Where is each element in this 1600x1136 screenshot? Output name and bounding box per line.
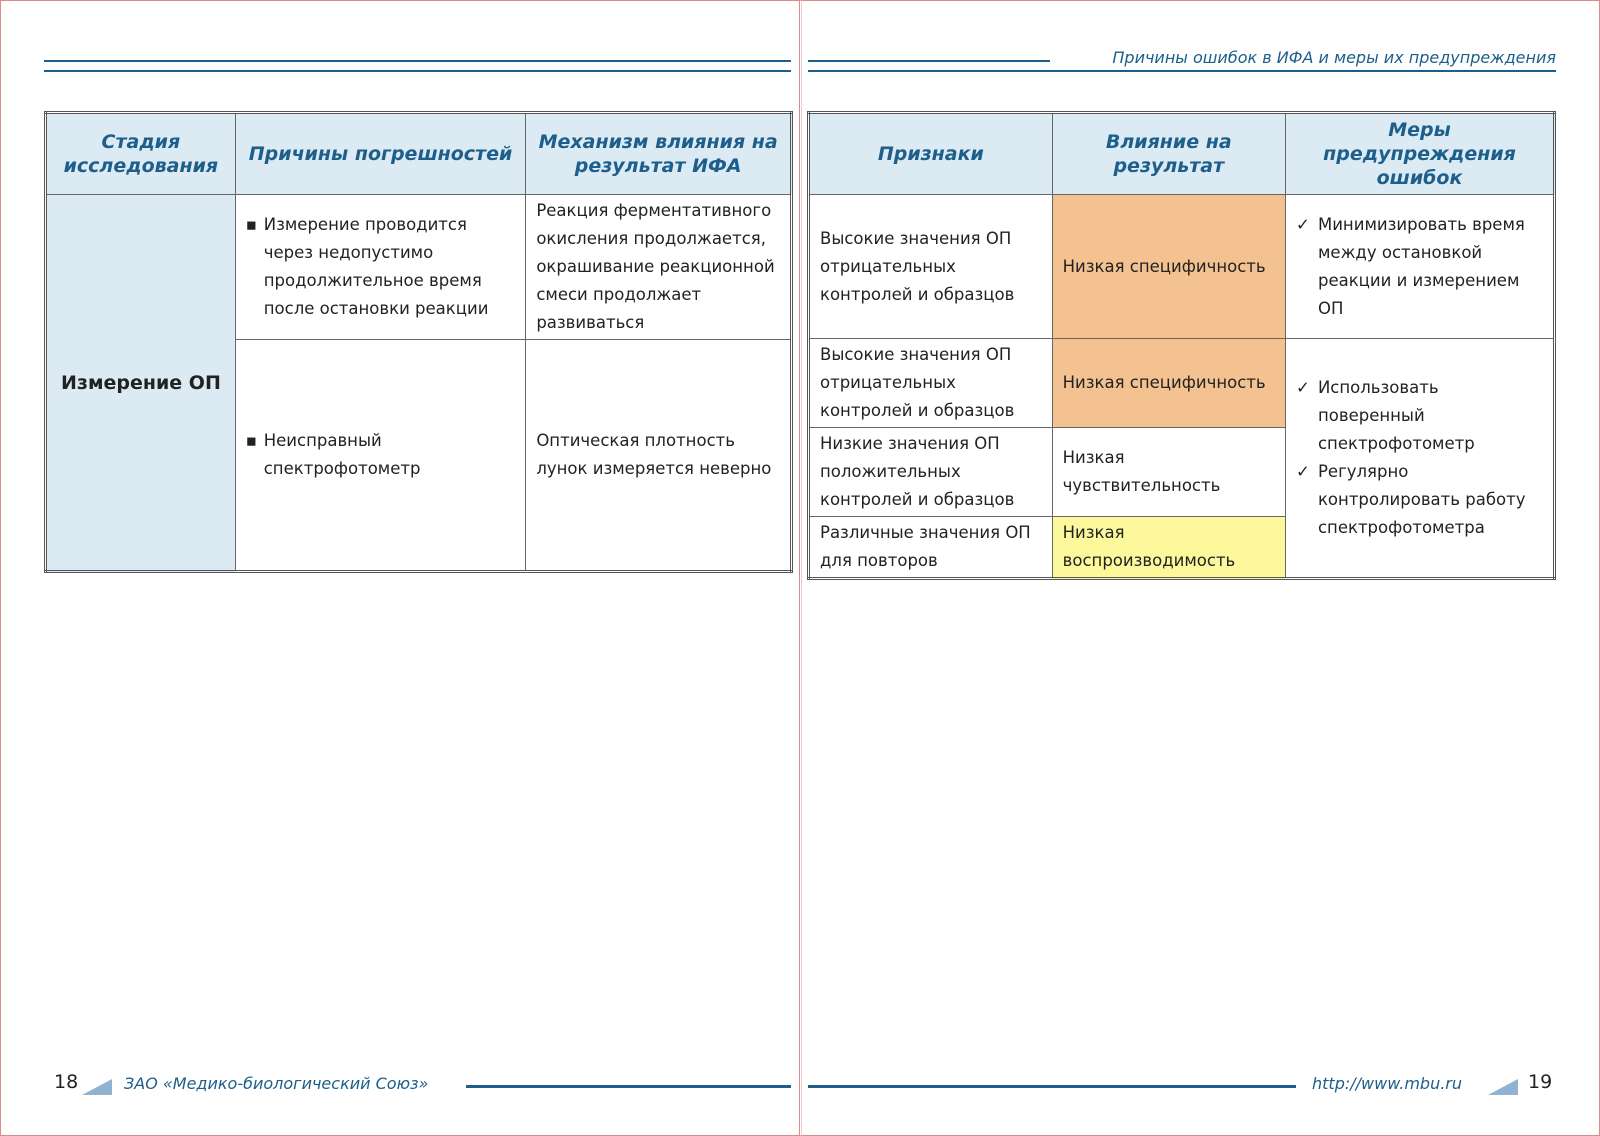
stage-label: Измерение ОП	[61, 371, 221, 394]
right-page-number: 19	[1528, 1071, 1553, 1093]
measures-cell-1	[1285, 195, 1554, 339]
sign-text-4: Различные значения ОП для повторов	[820, 523, 1031, 570]
footer-right-rule	[808, 1085, 1296, 1088]
cause-text-1: Измерение проводится через недопустимо продолжительное время после остановки реакции	[263, 215, 489, 318]
right-page-marker	[1488, 1079, 1518, 1095]
sign-cell-1	[809, 195, 1053, 339]
effect-text-3: Низкая чувствительность	[1062, 448, 1221, 495]
sign-cell-2	[809, 339, 1053, 428]
cause-cell-2	[235, 340, 526, 572]
cause-cell-1	[235, 195, 526, 340]
measure-text-1: Минимизировать время между остановкой реакции и измерением ОП	[1317, 214, 1525, 318]
effect-cell-1	[1052, 195, 1285, 339]
header-causes: Причины погрешностей	[235, 113, 526, 195]
sign-text-1: Высокие значения ОП отрицательных контролей и образцов	[820, 228, 1015, 304]
header-mechanism: Механизм влияния на результат ИФА	[526, 113, 792, 195]
left-header-rule-bottom	[44, 70, 791, 72]
left-page-number: 18	[54, 1071, 79, 1093]
measures-cell-2	[1285, 339, 1554, 579]
sign-cell-4	[809, 517, 1053, 579]
page-spine-shadow	[801, 0, 802, 1136]
sign-text-3: Низкие значения ОП положительных контролей и образцов	[820, 434, 1015, 509]
bullet-icon: ▪	[245, 431, 257, 450]
effect-cell-2	[1052, 339, 1285, 428]
mechanism-text-1: Реакция ферментативного окисления продолжается, окрашивание реакционной смеси продолжает развиваться	[536, 201, 775, 332]
left-table	[44, 111, 793, 573]
header-stage: Стадия исследования	[46, 113, 236, 195]
right-table	[807, 111, 1556, 580]
check-icon: ✓	[1295, 378, 1310, 397]
measure-text-3: Регулярно контролировать работу спектрофотометра	[1317, 462, 1526, 537]
effect-text-1: Низкая специфичность	[1062, 256, 1266, 276]
mechanism-text-2: Оптическая плотность лунок измеряется неверно	[536, 431, 772, 478]
check-icon: ✓	[1295, 462, 1310, 481]
check-icon: ✓	[1295, 214, 1310, 234]
left-header-rule-top	[44, 60, 791, 62]
header-effect: Влияние на результат	[1052, 113, 1285, 195]
right-header-rule-bottom	[808, 70, 1556, 72]
sign-text-2: Высокие значения ОП отрицательных контролей и образцов	[820, 345, 1015, 420]
effect-text-4: Низкая воспроизводимость	[1062, 523, 1236, 570]
footer-left-rule	[466, 1085, 791, 1088]
cause-text-2: Неисправный спектрофотометр	[263, 431, 421, 478]
mechanism-cell-2	[526, 340, 792, 572]
effect-cell-3	[1052, 428, 1285, 517]
right-header-rule-top	[808, 60, 1050, 62]
measure-text-2: Использовать поверенный спектрофотометр	[1317, 378, 1475, 453]
header-signs: Признаки	[809, 113, 1053, 195]
header-title: Причины ошибок в ИФА и меры их предупреждения	[1112, 48, 1556, 67]
page-spine	[799, 0, 800, 1136]
effect-cell-4	[1052, 517, 1285, 579]
footer-left-text: ЗАО «Медико-биологический Союз»	[124, 1074, 429, 1093]
mechanism-cell-1	[526, 195, 792, 340]
sign-cell-3	[809, 428, 1053, 517]
bullet-icon: ▪	[245, 215, 257, 234]
stage-cell	[46, 195, 236, 572]
effect-text-2: Низкая специфичность	[1062, 373, 1266, 392]
header-measures: Меры предупреждения ошибок	[1285, 113, 1554, 195]
footer-url-link[interactable]: http://www.mbu.ru	[1312, 1074, 1463, 1093]
left-page-marker	[82, 1079, 112, 1095]
